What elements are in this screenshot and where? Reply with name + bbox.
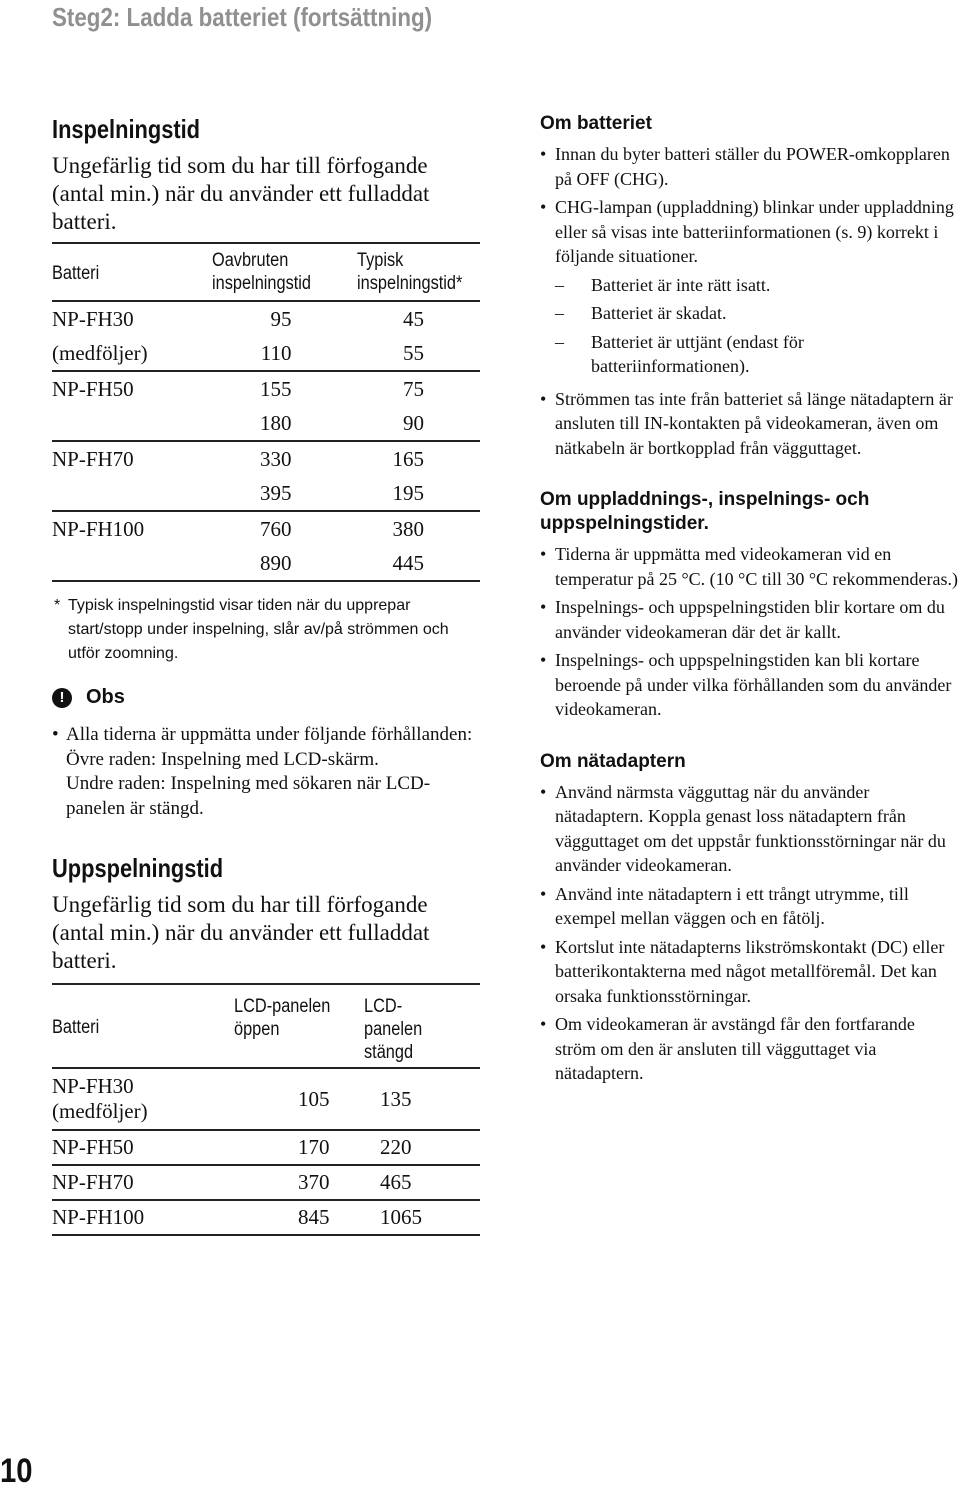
battery-name: NP-FH100 — [52, 1205, 145, 1229]
list-item: • Inspelnings- och uppspelningstiden kan bli kortare beroende på under vilka förhållanden som du använder videokameran. — [540, 650, 952, 719]
value-cell: 445 — [392, 550, 424, 575]
footnote-text: Typisk inspelningstid visar tiden när du upprepar start/stopp under inspelning, slår av/på strömmen och utför zoomning. — [68, 597, 449, 662]
playback-heading: Uppspelningstid — [52, 853, 224, 883]
table-row — [52, 406, 480, 441]
page-number: 10 — [0, 1452, 33, 1490]
obs-line: Undre raden: Inspelning med sökaren när LCD-panelen är stängd. — [66, 773, 431, 819]
value-cell: 370 — [298, 1170, 330, 1194]
obs-heading — [52, 686, 484, 709]
value-cell: 845 — [298, 1205, 330, 1229]
value-cell: 105 — [298, 1086, 330, 1111]
battery-cell: NP-FH30 (medföljer) — [52, 1074, 148, 1123]
value-cell: 135 — [380, 1086, 412, 1111]
bullet: • — [52, 724, 59, 745]
table-row — [52, 336, 480, 371]
col-continuous: Oavbruten inspelningstid — [211, 250, 311, 294]
battery-note — [52, 546, 194, 581]
table-row — [52, 546, 480, 581]
value-cell: 165 — [392, 446, 424, 471]
list-item: • Om videokameran är avstängd får den fortfarande ström om den är ansluten till vägguttaget via nätadaptern. — [540, 1014, 915, 1083]
page-title: Steg2: Ladda batteriet (fortsättning) — [52, 2, 433, 32]
col-lcd-closed: LCD- panelen stängd — [364, 996, 423, 1063]
left-column — [52, 112, 484, 1236]
value-cell: 195 — [392, 480, 424, 505]
recording-footnote — [52, 594, 484, 666]
recording-intro: Ungefärlig tid som du har till förfogande (antal min.) när du använder ett fulladdat batteri. — [52, 153, 430, 234]
value-cell: 170 — [298, 1135, 330, 1159]
value-cell: 1065 — [380, 1205, 422, 1229]
battery-name: NP-FH50 — [52, 1135, 134, 1159]
battery-note: (medföljer) — [52, 340, 148, 365]
table-row — [52, 511, 480, 546]
dash-item: – Batteriet är uttjänt (endast för batteriinformationen). — [555, 331, 804, 376]
value-cell: 75 — [403, 376, 424, 401]
col-typical: Typisk inspelningstid* — [357, 250, 463, 294]
about-adapter-heading: Om nätadaptern — [540, 750, 686, 772]
battery-note — [52, 476, 194, 511]
list-item: • Kortslut inte nätadapterns likströmskontakt (DC) eller batterikontakterna med något metallföremål. Det kan orsaka funktionsstörningar. — [540, 936, 945, 1006]
value-cell: 330 — [259, 446, 292, 471]
dash-item: – Batteriet är skadat. — [555, 303, 727, 323]
table-row — [52, 476, 480, 511]
value-cell: 380 — [392, 516, 424, 541]
table-row — [52, 441, 480, 476]
dash-item: – Batteriet är inte rätt isatt. — [555, 274, 771, 295]
obs-body — [52, 723, 484, 821]
list-item: • Strömmen tas inte från batteriet så länge nätadaptern är ansluten till IN-kontakten på videokameran, även om nätkabeln är bortkopplad från vägguttaget. — [540, 388, 953, 458]
value-cell: 45 — [403, 306, 424, 331]
table-row — [52, 1200, 480, 1235]
value-cell: 465 — [380, 1170, 412, 1194]
recording-table-header — [52, 243, 480, 301]
dash-list — [555, 273, 960, 379]
table-row — [52, 1068, 480, 1130]
value-cell: 110 — [260, 340, 292, 365]
list-item: • Inspelnings- och uppspelningstiden blir kortare om du använder videokameran där det är kallt. — [540, 597, 945, 642]
footnote-mark: * — [54, 597, 61, 614]
battery-name: NP-FH70 — [52, 446, 134, 471]
battery-note — [52, 406, 194, 441]
playback-intro: Ungefärlig tid som du har till förfogande (antal min.) när du använder ett fulladdat batteri. — [52, 892, 430, 973]
col-battery: Batteri — [52, 262, 100, 284]
table-row — [52, 1130, 480, 1165]
value-cell: 890 — [259, 550, 292, 575]
about-battery-list — [540, 142, 960, 460]
recording-heading: Inspelningstid — [52, 114, 201, 144]
about-adapter-list — [540, 780, 960, 1086]
about-times-heading: Om uppladdnings-, inspelnings- och uppspelningstider. — [540, 489, 870, 534]
playback-table-header — [52, 984, 480, 1068]
warning-icon: ! — [52, 688, 72, 708]
list-item: • Innan du byter batteri ställer du POWER-omkopplaren på OFF (CHG). — [540, 144, 950, 189]
value-cell: 760 — [259, 516, 292, 541]
battery-name: NP-FH70 — [52, 1170, 134, 1194]
battery-name: NP-FH100 — [52, 516, 145, 541]
value-cell: 155 — [259, 376, 292, 401]
list-item: • Använd inte nätadaptern i ett trångt utrymme, till exempel mellan väggen och en fåtölj. — [540, 883, 909, 928]
right-column — [540, 112, 960, 1090]
value-cell: 220 — [380, 1135, 412, 1159]
value-cell: 90 — [403, 410, 424, 435]
list-item: • Använd närmsta vägguttag när du använder nätadaptern. Koppla genast loss nätadaptern från vägguttaget om det uppstår funktionsstörningar när du använder videokameran. — [540, 781, 946, 875]
obs-line: Övre raden: Inspelning med LCD-skärm. — [66, 748, 379, 770]
table-row — [52, 1165, 480, 1200]
col-battery: Batteri — [52, 1016, 100, 1038]
value-cell: 95 — [270, 306, 292, 331]
recording-table — [52, 242, 480, 582]
list-item: • Tiderna är uppmätta med videokameran vid en temperatur på 25 °C. (10 °C till 30 °C rekommenderas.) — [540, 544, 959, 589]
value-cell: 55 — [403, 340, 424, 365]
playback-table — [52, 983, 480, 1236]
about-battery-heading: Om batteriet — [540, 113, 652, 134]
battery-name: NP-FH30 — [52, 306, 134, 331]
table-row — [52, 301, 480, 336]
obs-line: Alla tiderna är uppmätta under följande förhållanden: — [66, 724, 473, 745]
table-row — [52, 371, 480, 406]
value-cell: 180 — [259, 410, 292, 435]
col-lcd-open: LCD-panelen öppen — [234, 996, 331, 1040]
obs-title: Obs — [86, 686, 125, 708]
value-cell: 395 — [259, 480, 292, 505]
list-item: • CHG-lampan (uppladdning) blinkar under uppladdning eller så visas inte batteriinformationen (s. 9) korrekt i följande situationer. – Batteriet är inte rätt isatt. – Batteriet är skadat. – Batteriet är uttjänt (endast för batteriinformationen). — [540, 195, 960, 383]
about-times-list — [540, 542, 960, 722]
battery-name: NP-FH50 — [52, 376, 134, 401]
